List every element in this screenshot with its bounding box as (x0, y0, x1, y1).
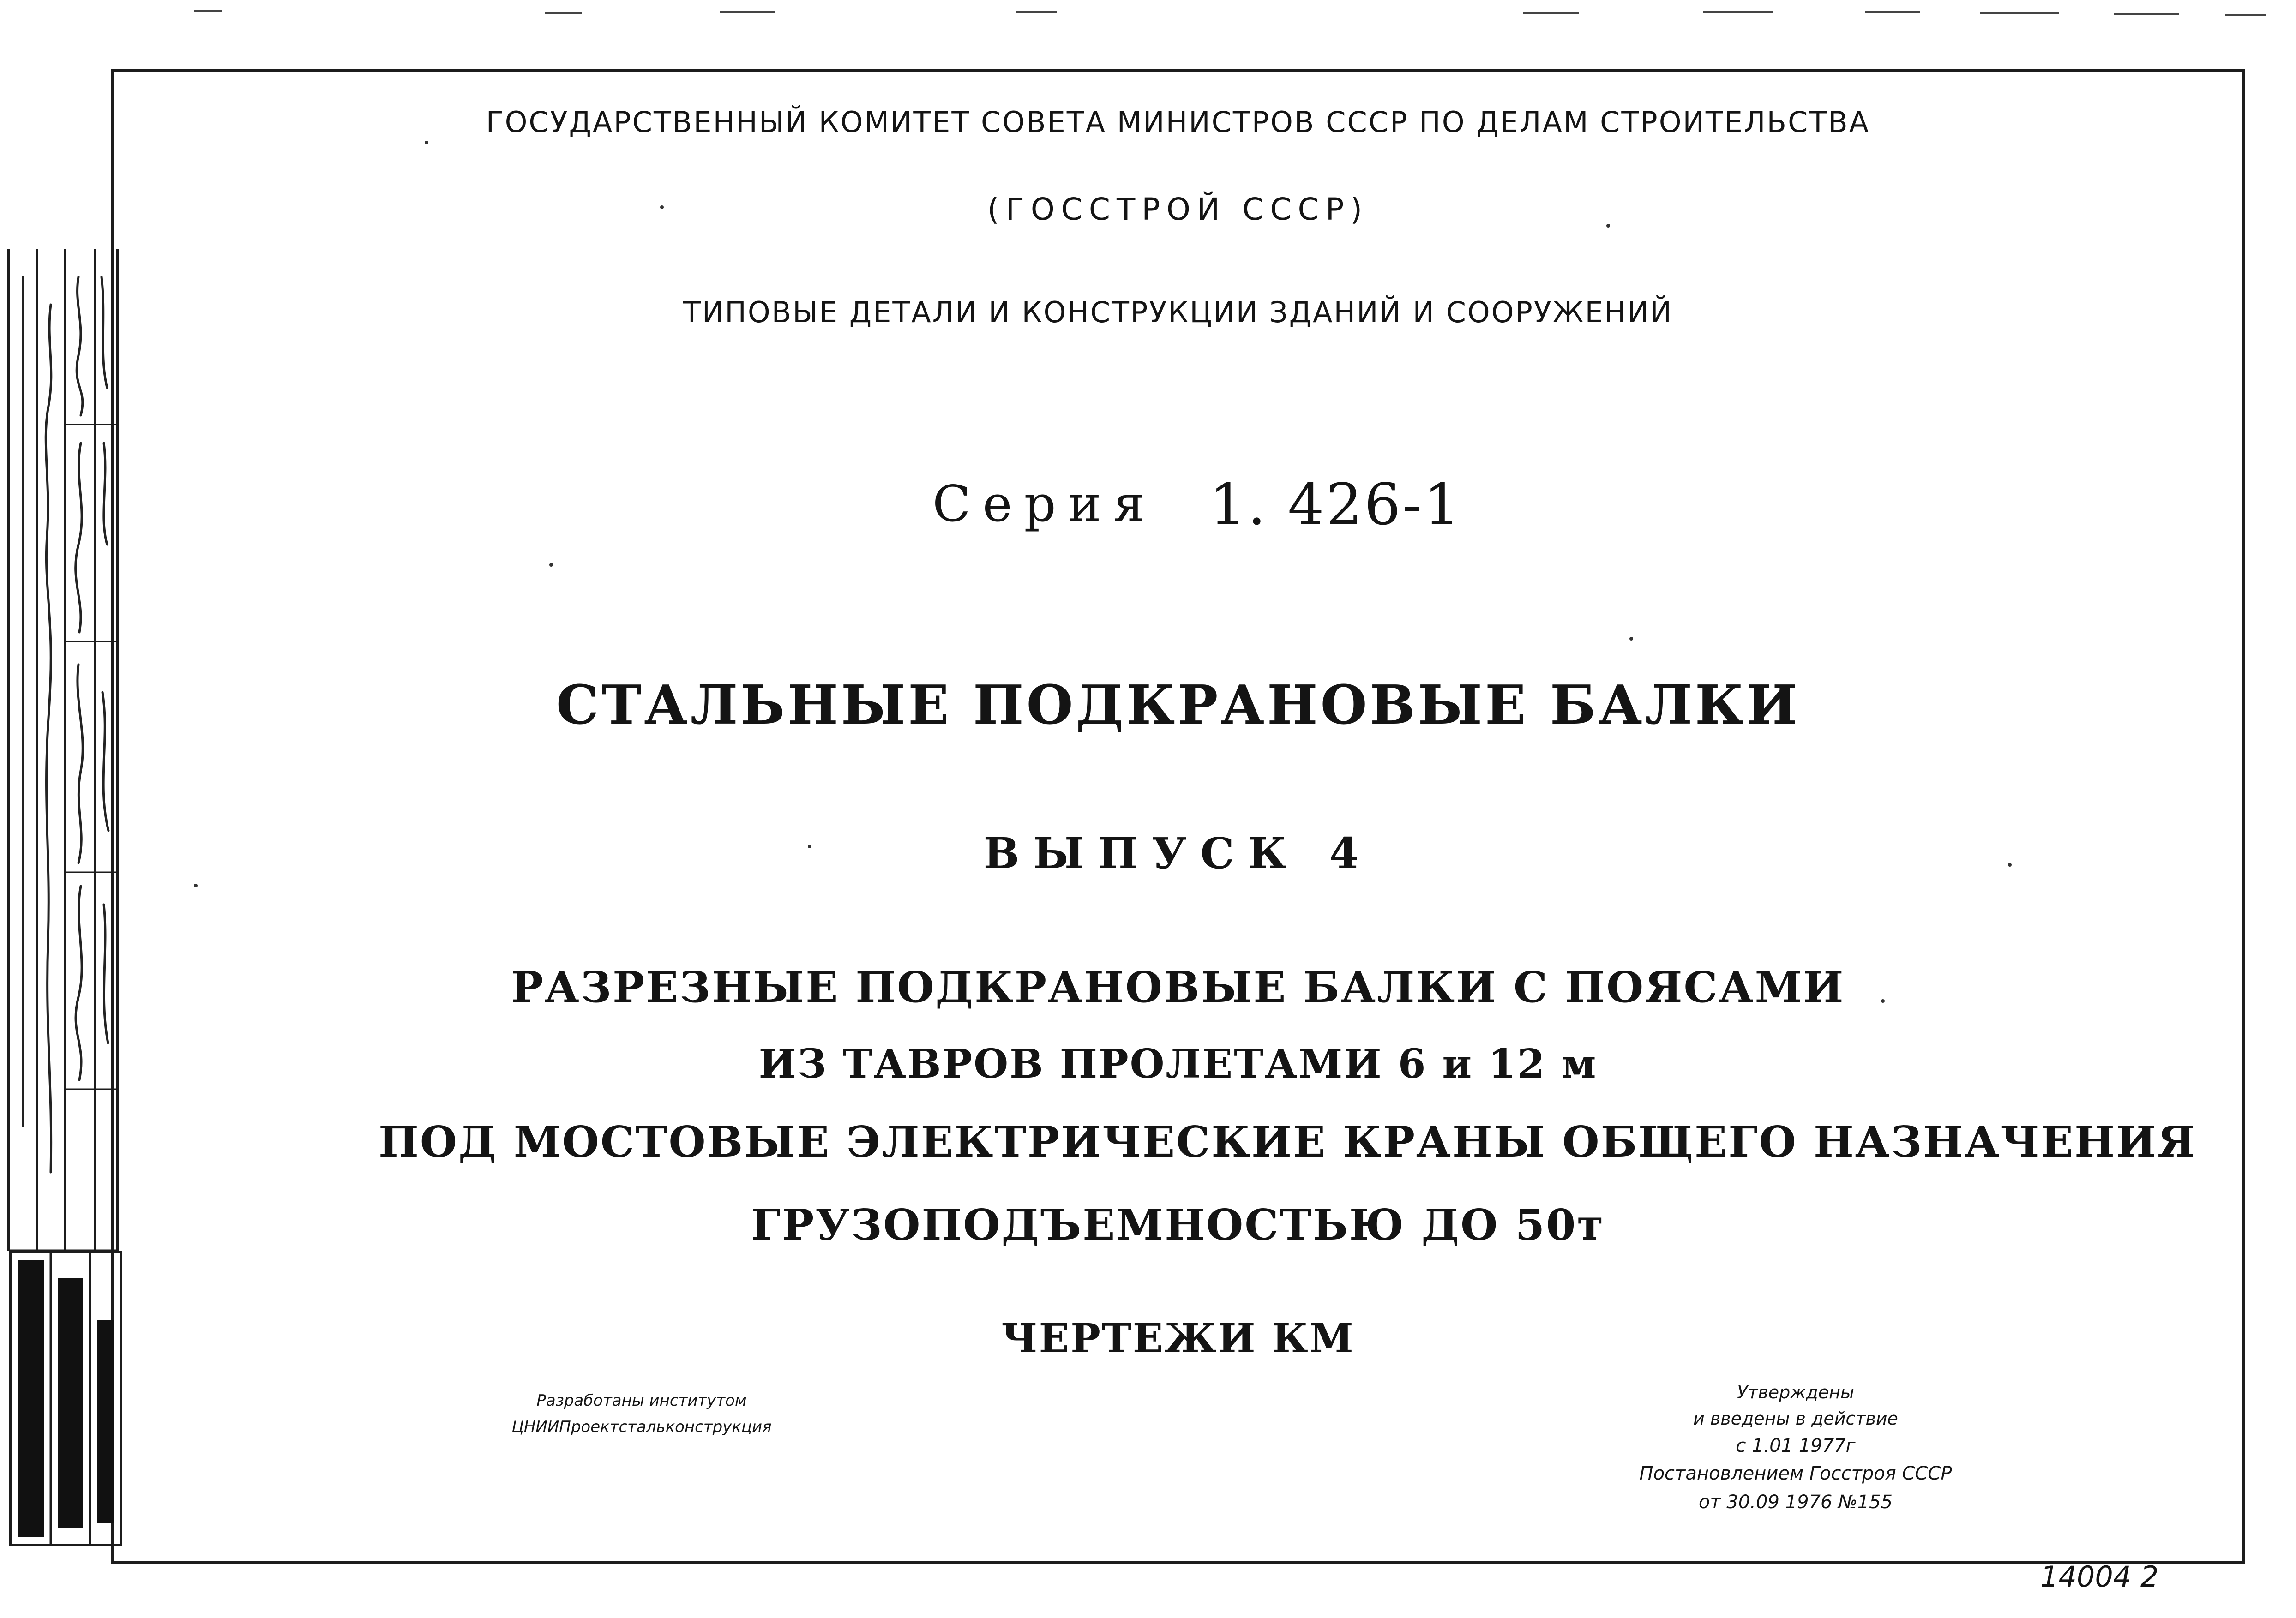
scan-artifact (2114, 13, 2179, 15)
scan-speck (660, 205, 664, 209)
scan-speck (2008, 863, 2012, 867)
scan-artifact (1016, 11, 1057, 13)
scan-artifact (1523, 12, 1579, 14)
main-title: СТАЛЬНЫЕ ПОДКРАНОВЫЕ БАЛКИ (556, 674, 1800, 737)
scan-speck (549, 563, 553, 567)
approval-line-5: от 30.09 1976 №155 (1698, 1492, 1893, 1513)
scan-artifact (1980, 12, 2059, 14)
scan-speck (194, 884, 198, 887)
subject-line-4: ГРУЗОПОДЪЕМНОСТЬЮ ДО 50т (751, 1200, 1605, 1250)
scan-speck (1606, 224, 1610, 228)
scan-speck (1881, 999, 1885, 1003)
scan-artifact (194, 10, 222, 12)
drawings-label: ЧЕРТЕЖИ КМ (1001, 1315, 1355, 1362)
subject-line-1: РАЗРЕЗНЫЕ ПОДКРАНОВЫЕ БАЛКИ С ПОЯСАМИ (511, 962, 1845, 1012)
subject-line-3: ПОД МОСТОВЫЕ ЭЛЕКТРИЧЕСКИЕ КРАНЫ ОБЩЕГО НАЗНАЧЕНИЯ (379, 1117, 2197, 1167)
organisation-stamp (9, 1251, 125, 1546)
document-number: 14004 2 (2040, 1560, 2159, 1594)
scan-artifact (1703, 11, 1773, 13)
scan-speck (425, 141, 428, 144)
scan-artifact (720, 11, 775, 13)
series-label: Серия (932, 475, 1157, 533)
developer-line-1: Разработаны институтом (536, 1391, 747, 1410)
approval-line-2: и введены в действие (1693, 1408, 1898, 1429)
signature-stamp (5, 249, 120, 1251)
approval-line-4: Постановлением Госстроя СССР (1639, 1463, 1952, 1484)
scan-artifact (2225, 14, 2266, 16)
committee-title: ГОСУДАРСТВЕННЫЙ КОМИТЕТ СОВЕТА МИНИСТРОВ СССР ПО ДЕЛАМ СТРОИТЕЛЬСТВА (486, 105, 1870, 139)
scan-artifact (1865, 11, 1920, 13)
approval-line-3: с 1.01 1977г (1736, 1435, 1856, 1456)
scan-artifact (545, 12, 582, 14)
approval-line-1: Утверждены (1737, 1382, 1854, 1402)
scan-speck (1629, 637, 1633, 641)
developer-line-2: ЦНИИПроектстальконструкция (511, 1418, 772, 1436)
category-subtitle: ТИПОВЫЕ ДЕТАЛИ И КОНСТРУКЦИИ ЗДАНИЙ И СООРУЖЕНИЙ (683, 295, 1673, 329)
scan-speck (808, 845, 811, 848)
gosstroy-abbreviation: (ГОССТРОЙ СССР) (987, 192, 1369, 227)
subject-line-2: ИЗ ТАВРОВ ПРОЛЕТАМИ 6 и 12 м (758, 1041, 1598, 1087)
series-number: 1. 426-1 (1209, 472, 1462, 538)
issue-number: ВЫПУСК 4 (983, 828, 1373, 878)
